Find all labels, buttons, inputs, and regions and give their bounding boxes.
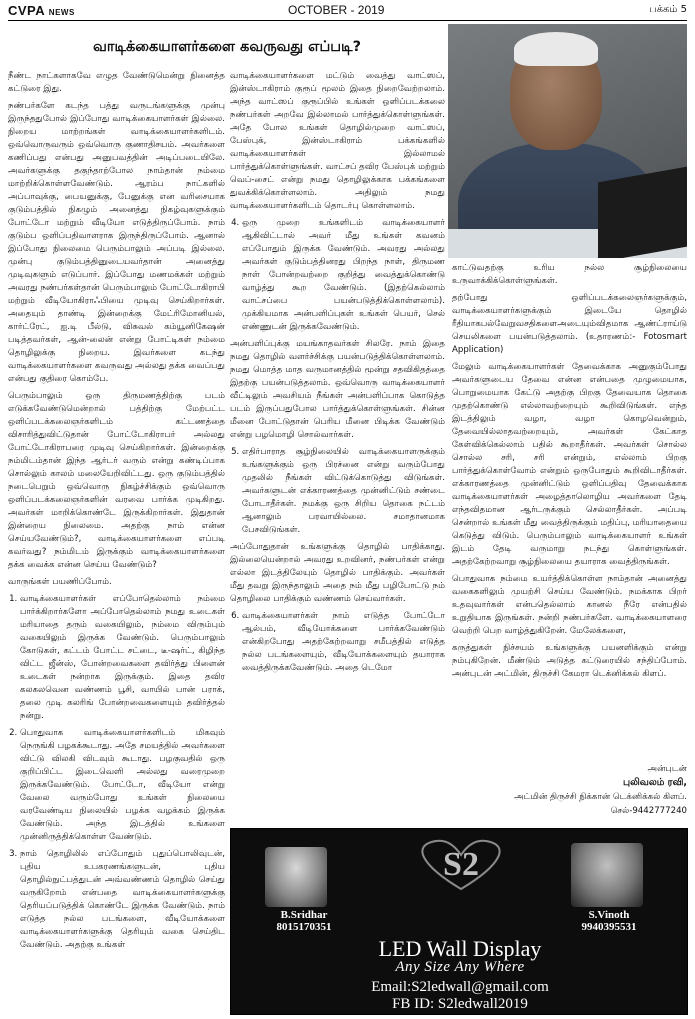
person-photo-sridhar [265,847,327,907]
brand-logo [8,3,75,18]
s2-logo [391,835,531,893]
paragraph: நண்பர்களே கடந்த பத்து வருடங்களுக்கு முன்பு இருந்ததுபோல் இப்போது வாடிக்கையாளர்கள் இல்லை. நிறைய மாற்றங்கள் வாடிக்கையாளர்களிடம். ஒவ்வொருவரும் ஒவ்வொரு குணாதிசயம். அவர்களை கணிப்பது என்பது அனுபவத்தின் அடிப்படையிலே. அவர்களுக்கு தகுந்தாற்போல நாம்தான் நம்மை மாற்றிக்கொள்ளவேண்டும். ஆரம்ப நாட்களில் அப்பாவுக்கு, பையனுக்கு, பேனுக்கு என வரிசையாக குடும்பத்தில் நிகழும் அனைத்து நிகழ்வுகளுக்கும் போட்டோ மற்றும் வீடியோ எடுத்திருப்போம். நாம் குடும்ப ஒளிப்பதிவாளராக இருந்திருப்போம். ஆனால் இப்போது நிலைமை பெரும்பாலும் அப்படி இல்லை. முன்பு குடும்பத்தினுடையவர்தான் அனைத்து முடிவுகளும் எடுப்பார். இப்போது மணமக்கள் மற்றும் அவரது நண்பர்கள்தான் பெரும்பாலும் போட்டோகிராபி மற்றும் வீடியோகிராஃபியை முடிவு செய்கிறார்கள். அதையும் தாண்டி இன்றைக்கு மேட்ரிமோனியல், கார்ட்ரேட், ஐ.டி பீல்டு, விசுவல் கம்யூனிகேஷன் படித்தவர்கள், ஆன்-லைன் என்று போட்டிகள் நம்மை தொழிலுக்கு நிறைய. இவர்களை கடந்து வாடிக்கையாளர்களை கவருவது அல்லது தக்க வைப்பது என்பது குதிரை கொம்பே. [8,101,225,384]
ad-subtitle: Any Size Any Where [395,959,525,975]
paragraph: அப்போதுதான் உங்களுக்கு தொழில் பாதிக்காது. இல்லையென்றால் அவரது உறவினர், நண்பர்கள் என்று எல்லா இடத்திலேயும் தொழில் பாதிக்கும். அவர்கள் மீது தவறு இருந்தாலும் அதை நம் மீது பழிபோட்டு நம் தொழிலை பாதிக்கும் வண்ணம் செய்வார்கள். [230,542,445,604]
paragraph: அன்பளிப்புக்கு மயங்காதவர்கள் சிலரே. நாம் இதை நமது தொழில் வளர்ச்சிக்கு பயன்படுத்திக்கொள்ளலாம். நமது மொத்த மாத வருமானத்தில் மூன்று சதவிகிதத்தை இதற்கு பயன்படுத்தலாம். ஒவ்வொரு வாடிக்கையாளர் வீட்டிலும் அவசியம் நீங்கள் அன்பளிப்பாக கொடுத்த படம் இருப்பதுபோல பார்த்துக்கொள்ளுங்கள். சின்ன மீனை போட்டுதான் பெரிய மீனை பிடிக்க வேண்டும் என்று பழமொழி சொல்வார்கள். [230,339,445,440]
tips-list [20,593,225,952]
contact-name: B.Sridhar [280,909,328,921]
paragraph: தற்போது ஒளிப்படக்கலைஞர்களுக்கும், வாடிக்கையாளர்களுக்கும் இடையே தொழில் ரீதியாகபல்வேறுவசதிகளைஅடையும்விதமாக ஆண்ட்ராய்டு செயலிகளை பயன்படுத்தலாம். (உதாரணம்:- Fotosmart Application) [452,293,687,355]
paragraph: காட்டுவதற்கு உரிய நல்ல சூழ்நிலையை உருவாக்கிக்கொள்ளுங்கள். [452,263,687,286]
paragraph: வாருங்கள் பயணிப்போம். [8,577,112,587]
tips-list [242,446,445,537]
paragraph: பெரும்பாலும் ஒரு திருமணத்திற்கு படம் எடுக்கவேண்டுமென்றால் பத்திற்கு மேற்பட்ட ஒளிப்படக்கலைஞர்களிடம் கட்டணத்தை விசாரித்துவிட்டுதான் போட்டோகிராபர் அல்லது போட்டோகிராபரை முடிவு செய்கிறார்கள். இன்றைக்கு நம்மிடம்தான் இந்த ஆர்டர் வரும் என்று கண்டிப்பாக சொல்லும் காலம் மலையேறிவிட்டது. ஒரு குடும்பத்தில் நடைபெறும் ஒவ்வொரு நிகழ்ச்சிக்கும் ஒவ்வொரு ஒளிப்படக்கலைஞர்களின் வரவை பார்க்க முடிகிறது. அவர்கள் மாறிக்கொண்டே இருக்கிறார்கள். இதுதான் இன்றைய நிலைமை. அதற்கு நாம் என்ன செய்யவேண்டும்?, வாடிக்கையாளர்களை எப்படி கவர்வது? நம்மிடம் இருக்கும் வாடிக்கையாளர்களை தக்க வைக்க என்ன செய்ய வேண்டும்? [8,391,225,570]
contact-sridhar [259,909,349,933]
list-item: 5. எதிர்பாராத சூழ்நிலையில் வாடிக்கையாளருக்கும் உங்களுக்கும் ஒரு பிரச்னை என்று வரும்போது முதலில் நீங்கள் விட்டுக்கொடுத்து விடுங்கள். அவர்களுடன் எக்காரணத்தை முன்னிட்டும் சண்டை போடாதீர்கள். நமக்கு ஒரு சிறிய தொகை நட்டம் ஆனாலும் பரவாயில்லை. சமாதானமாக பேசவிடுங்கள். [242,446,445,537]
list-item: 4. ஒரு முறை உங்களிடம் வாடிக்கையாளர் ஆகிவிட்டால் அவர் மீது உங்கள் கவனம் எப்போதும் இருக்க வேண்டும். அவரது அல்லது அவர்கள் குடும்பத்தினரது பிறந்த நாள், திருமண நாள் போன்றவற்றை குறித்து வைத்துக்கொண்டு வாழ்த்து கூற வேண்டும். (இதற்கெல்லாம் வாட்சப்பை பயன்படுத்திக்கொள்ளலாம்). முக்கியமாக அன்பளிப்புகள் உங்கள் பெயர், செல் எண்ணுடன் இருக்கவேண்டும். [242,217,445,334]
article-column-1 [8,70,225,1015]
person-photo-vinoth [571,843,643,907]
author-org: அட்மின் திருச்சி நிக்கான் டெக்னிக்கல் கிளப். [514,792,687,802]
paragraph: நீண்ட நாட்களாகவே எழுத வேண்டுமென்று நினைத்த கட்டுரை இது. [8,71,225,94]
paragraph: கருத்துகள் நிச்சயம் உங்களுக்கு பயனளிக்கும் என்று நம்புகிறேன். மீண்டும் அடுத்த கட்டுரையில் சந்திப்போம். அன்புடன் அட்மின், திருச்சி கேமரா டெக்னிக்கல் கிளப். [452,643,687,679]
signoff-greeting: அன்புடன் [647,764,687,774]
list-item: 3. நாம் தொழிலில் எப்போதும் புதுப்பொலிவுடன், புதிய உபகரணங்களுடன், புதிய தொழில்நுட்பத்துடன் அவ்வண்ணம் தொழில் செய்து வருகிறோம் என்பதை வாடிக்கையாளர்களுக்கு தெரியப்படுத்திக் கொண்டே இருக்க வேண்டும். நாம் எடுத்த நல்ல படங்களை, வீடியோக்களை வாடிக்கையாளர்களுக்கு தெரியும் வகை செய்திட வேண்டும். அதற்கு உங்கள் [20,848,225,952]
ad-email: Email:S2ledwall@gmail.com [371,979,549,995]
paragraph: மேலும் வாடிக்கையாளர்கள் தேவைக்காக அனுகும்போது அவர்களுடைய தேவை என்ன என்பதை முழுமையாக, பொறுமையாக கேட்டு அதற்கு பிறகு தேவையாக தொகை முதற்கொண்டு எல்லாவற்றையும் கூறிவிடுங்கள். எந்த இடத்திலும் வழா, வழா கொழவென்றும், தேவையில்லாதவற்றையும், அவர்கள் கேட்காத கேள்விக்கெல்லாம் பதில் கூறாதீர்கள். அவர்கள் சொல்ல சொல்ல சரி, சரி என்றும், எல்லாம் பிறகு பார்த்துக்கொள்வோம் என்றும் ஒருபோதும் கூறிவிடாதீர்கள். எக்காரணத்தை முன்னிட்டும் ஒளிப்பதிவு தேவைக்காக வாடிக்கையாளர்கள் அழைத்தாலொழிய அவர்களை தேடி எந்தவிதமான ஆர்டருக்கும் செல்லாதீர்கள். அப்படி சென்றால் உங்கள் மீது வைத்திருக்கும் மதிப்பு, மரியாதையை கெடுத்து விடும். பெரும்பாலும் வாடிக்கையாளர் உங்கள் இடம் தேடி வருமாறு நடந்து கொள்ளுங்கள். அதற்கேற்றவாறு சூழ்நிலையை தயாராக வைத்திருங்கள். [452,362,687,567]
contact-vinoth [559,909,659,933]
contact-phone: 9940395531 [581,921,637,933]
contact-phone: 8015170351 [276,921,332,933]
ad-title: LED Wall Display [378,936,542,961]
page-number: பக்கம் 5 [649,4,687,15]
article-column-2 [230,70,445,830]
author-photo [448,24,687,258]
article-column-3 [452,262,687,832]
list-item: 2. பொதுவாக வாடிக்கையாளர்களிடம் மிகவும் நெருங்கி பழகக்கூடாது. அதே சமயத்தில் அவர்களை விட்டு விலகி விடவும் கூடாது. பழகுவதில் ஒரு குறிப்பிட்ட இடைவெளி அல்லது வரைமுறை இருக்கவேண்டும். போட்டோ, வீடியோ என்று வேலை வரும்போது உங்கள் நிலையை வரவேண்டிய நிலையில் பழக்க வழக்கம் இருக்க வேண்டும். அந்த இடத்தில் உங்களை முன்னிருத்திக்கொள்ள வேண்டும். [20,727,225,844]
page-header [8,3,687,21]
author-name: புலிவலம் ரவி, [623,777,687,788]
author-phone: செல்-9442777240 [610,806,687,816]
paragraph: வாடிக்கையாளர்களை மட்டும் வைத்து வாட்ஸப், இன்ஸ்டாகிராம் குரூப் மூலம் இதை நிறைவேற்றலாம். அந்த வாட்ஸப் குரூப்பில் உங்கள் ஒளிப்படக்கலை நண்பர்கள் அறவே இல்லாமல் பார்த்துக்கொள்ளுங்கள். அதே போல உங்கள் தொழில்முறை வாட்ஸப், பேஸ்புக், இன்ஸ்டாகிராம் பக்கங்களில் வாடிக்கையாளர்கள் இல்லாமல் பார்த்துக்கொள்ளுங்கள். வாட்சப் தவிர பேஸ்புக் மற்றும் வெப்-சைட் என்று நமது தொழிலுக்காக பக்கங்களை துவக்கிக்கொள்ளலாம். அதிலும் நமது வாடிக்கையாளர்களிடம் தொடர்பு கொள்ளலாம். [230,71,445,211]
contact-name: S.Vinoth [588,909,630,921]
author-signoff [452,762,687,818]
list-item: 6. வாடிக்கையாளர்கள் நாம் எடுத்த போட்டோ ஆல்பம், வீடியோக்களை பார்க்கவேண்டும் என்கிறபோது அதற்கேற்றவாறு சமீபத்தில் எடுத்த நல்ல படங்களையும், வீடியோக்களையும் தயாராக வைத்திருக்கவேண்டும். அதை டெமோ [242,610,445,675]
issue-month: OCTOBER - 2019 [288,3,385,17]
ad-facebook-id: FB ID: S2ledwall2019 [392,996,528,1012]
tips-list [242,217,445,334]
logo-text: S2 [443,846,479,883]
list-item: 1. வாடிக்கையாளர்கள் எப்போதெல்லாம் நம்மை பார்க்கிறார்களோ அப்போதெல்லாம் நமது உடைகள் மரியாதை தரும் வகையிலும், நம்மை விரும்பும் வகையிலும் இருக்க வேண்டும். பெரும்பாலும் கோடுகள், கட்டம் போட்ட சட்டை, டீ-ஷர்ட், கிழிந்த விட்ட ஜீன்ஸ், போன்றவைகளை தவிர்த்து பிளைன் உடைகள் நன்றாக இருக்கும். இதை தவிர கலகலவென வண்ணம் பூசி, வாயில் பான் பராக், தலை முடி கலரிங் போன்றவைகளையும் தவிர்த்தல் நன்று. [20,593,225,723]
paragraph: பொதுவாக நம்மை உயர்த்திக்கொள்ள நாம்தான் அனைத்து வகைகளிலும் முயற்சி செய்ய வேண்டும். நமக்காக பிறர் உதவுவார்கள் என்பதெல்லாம் கானல் நீரே என்பதில் உறுதியாக இருங்கள். நன்றி நண்பர்களே. வாடிக்கையாளரை வெற்றி பெற வாழ்த்துகிறேன். மேலேக்களை, [452,574,687,636]
article-title: வாடிக்கையாளர்களை கவருவது எப்படி? [93,39,361,55]
led-wall-advertisement [230,828,688,1015]
brand-suffix: NEWS [48,8,75,17]
tips-list [242,610,445,675]
brand-name: CVPA [8,3,45,18]
